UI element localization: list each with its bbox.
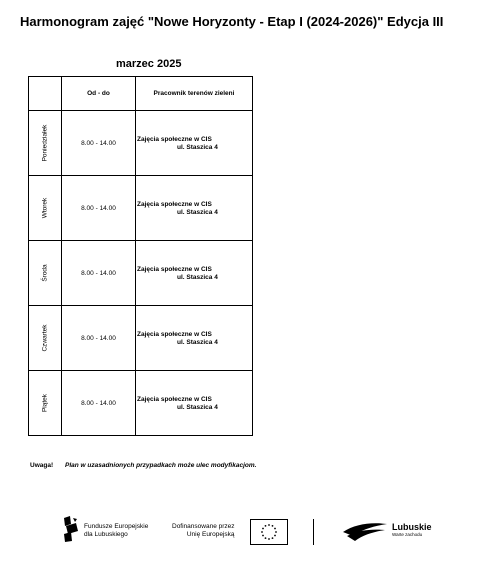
activity-line2: ul. Staszica 4 — [177, 209, 218, 216]
activity-line1: Zajęcia społeczne w CIS — [137, 396, 212, 403]
lubuskie-tagline: Warte zachodu — [392, 532, 423, 537]
activity-cell — [136, 306, 253, 371]
day-cell — [29, 371, 62, 436]
activity-line1: Zajęcia społeczne w CIS — [137, 266, 212, 273]
dof-line2: Unię Europejską — [186, 531, 235, 538]
dof-line1: Dofinansowane przez — [172, 523, 235, 530]
time-cell: 8.00 - 14.00 — [62, 306, 136, 371]
logo-separator — [313, 519, 314, 545]
cofinancing-text — [172, 523, 235, 539]
day-label: Czwartek — [41, 324, 49, 352]
time-cell: 8.00 - 14.00 — [62, 111, 136, 176]
table-row — [29, 241, 253, 306]
activity-line2: ul. Staszica 4 — [177, 404, 218, 411]
day-label: Poniedziałek — [41, 124, 49, 162]
lubuskie-wordmark: Lubuskie — [392, 522, 432, 532]
header-time: Od - do — [62, 77, 136, 111]
fe-line1: Fundusze Europejskie — [84, 523, 149, 530]
eu-flag-icon — [250, 519, 288, 545]
note — [30, 462, 257, 469]
time-cell: 8.00 - 14.00 — [62, 371, 136, 436]
day-cell — [29, 241, 62, 306]
fundusze-europejskie-logo — [62, 516, 80, 547]
table-header-row — [29, 77, 253, 111]
table-row — [29, 176, 253, 241]
day-label: Wtorek — [41, 197, 49, 219]
activity-line1: Zajęcia społeczne w CIS — [137, 201, 212, 208]
table-row — [29, 371, 253, 436]
activity-line1: Zajęcia społeczne w CIS — [137, 331, 212, 338]
activity-cell — [136, 111, 253, 176]
note-text: Plan w uzasadnionych przypadkach może ulec modyfikacjom. — [65, 462, 257, 469]
activity-cell — [136, 371, 253, 436]
document-title: Harmonogram zajęć "Nowe Horyzonty - Etap I (2024-2026)" Edycja III — [20, 14, 444, 29]
time-cell: 8.00 - 14.00 — [62, 241, 136, 306]
day-label: Środa — [41, 264, 49, 282]
day-label: Piątek — [41, 393, 49, 413]
activity-line1: Zajęcia społeczne w CIS — [137, 136, 212, 143]
activity-cell — [136, 241, 253, 306]
activity-line2: ul. Staszica 4 — [177, 274, 218, 281]
activity-line2: ul. Staszica 4 — [177, 144, 218, 151]
day-cell — [29, 306, 62, 371]
day-cell — [29, 111, 62, 176]
lubuskie-logo-icon — [341, 520, 389, 547]
header-activity: Pracownik terenów zieleni — [136, 77, 253, 111]
fe-line2: dla Lubuskiego — [84, 531, 128, 538]
time-cell: 8.00 - 14.00 — [62, 176, 136, 241]
header-day — [29, 77, 62, 111]
day-cell — [29, 176, 62, 241]
activity-line2: ul. Staszica 4 — [177, 339, 218, 346]
month-heading: marzec 2025 — [116, 58, 182, 70]
fe-logo-text — [84, 523, 148, 539]
schedule-table — [28, 76, 253, 436]
activity-cell — [136, 176, 253, 241]
note-label: Uwaga! — [30, 462, 54, 469]
table-row — [29, 111, 253, 176]
table-row — [29, 306, 253, 371]
